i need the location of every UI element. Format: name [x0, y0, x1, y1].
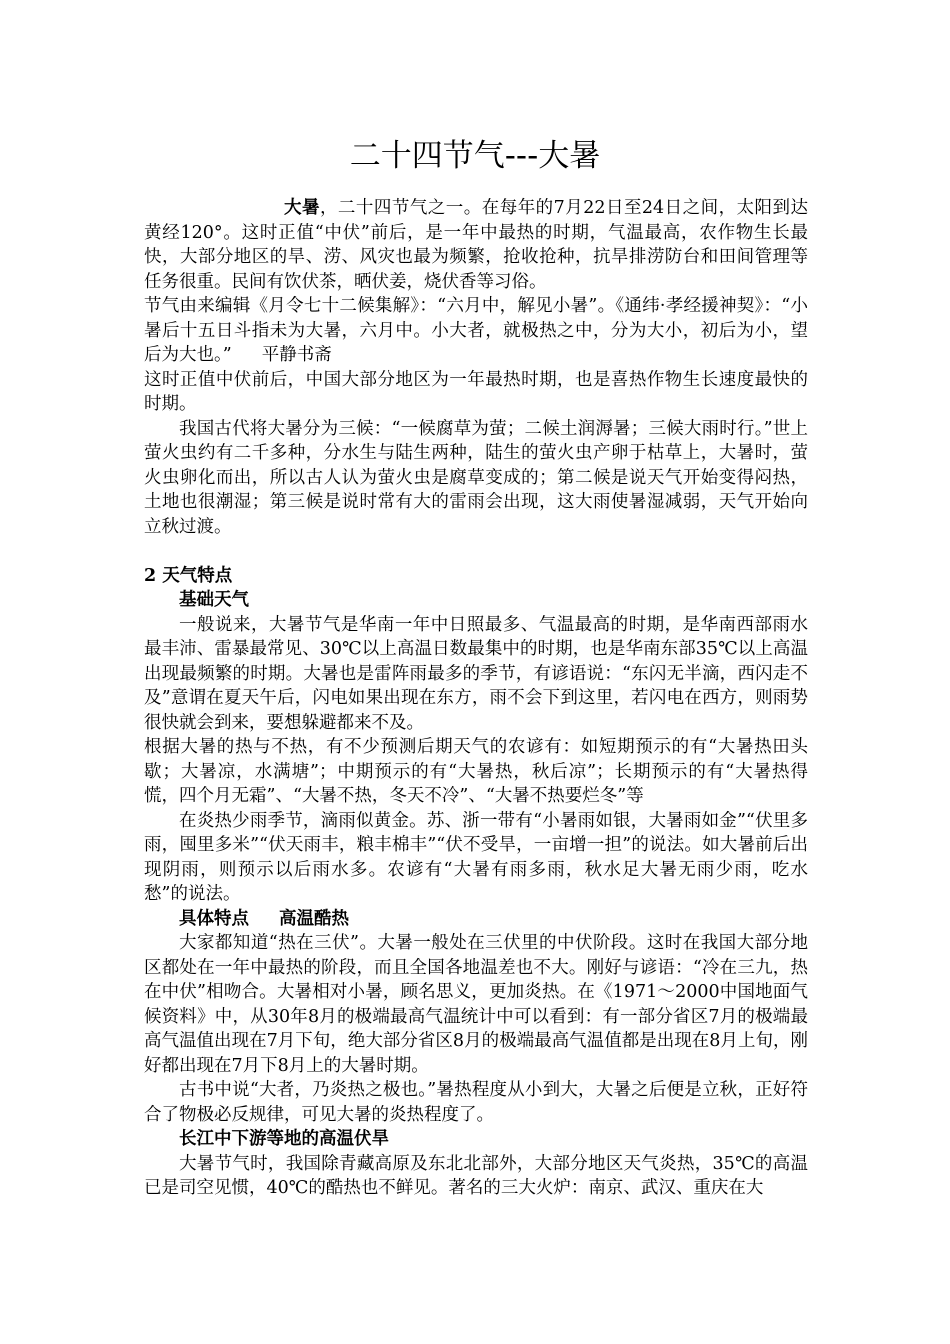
- subheading-specific-b: 高温酷热: [279, 908, 349, 929]
- document-body: [144, 196, 808, 1201]
- middle-paragraph: 这时正值中伏前后，中国大部分地区为一年最热时期，也是喜热作物生长速度最快的时期。: [144, 369, 808, 414]
- subheading-basic-weather: 基础天气: [179, 590, 249, 610]
- origin-source: 平静书斋: [261, 345, 332, 365]
- intro-term: 大暑: [284, 198, 320, 218]
- basic-paragraph-2: 根据大暑的热与不热，有不少预测后期天气的农谚有：如短期预示的有“大暑热田头歇；大暑凉，水满塘”；中期预示的有“大暑热，秋后凉”；长期预示的有“大暑热得慌，四个月无霜”、“大暑不热，冬天不冷”、“大暑不热要烂冬”等: [144, 737, 808, 806]
- origin-paragraph: [144, 294, 808, 368]
- basic-paragraph-1: 一般说来，大暑节气是华南一年中日照最多、气温最高的时期，是华南西部雨水最丰沛、雷暴最常见、30℃以上高温日数最集中的时期，也是华南东部35℃以上高温出现最频繁的时期。大暑也是雷阵雨最多的季节，有谚语说：“东闪无半滴，西闪走不及”意谓在夏天午后，闪电如果出现在东方，雨不会下到这里，若闪电在西方，则雨势很快就会到来，要想躲避都来不及。: [144, 614, 808, 733]
- basic-paragraph-3: 在炎热少雨季节，滴雨似黄金。苏、浙一带有“小暑雨如银，大暑雨如金”“伏里多雨，囤里多米”“伏天雨丰，粮丰棉丰”“伏不受旱，一亩增一担”的说法。如大暑前后出现阴雨，则预示以后雨水多。农谚有“大暑有雨多雨，秋水足大暑无雨少雨，吃水愁”的说法。: [144, 810, 808, 904]
- specific-paragraph-2: 古书中说“大者，乃炎热之极也。”暑热程度从小到大，大暑之后便是立秋，正好符合了物极必反规律，可见大暑的炎热程度了。: [144, 1080, 808, 1125]
- three-phases-paragraph: 我国古代将大暑分为三候：“一候腐草为萤；二候土润溽暑；三候大雨时行。”世上萤火虫约有二千多种，分水生与陆生两种，陆生的萤火虫产卵于枯草上，大暑时，萤火虫卵化而出，所以古人认为萤火虫是腐草变成的；第二候是说天气开始变得闷热，土地也很潮湿；第三候是说时常有大的雷雨会出现，这大雨使暑湿减弱，天气开始向立秋过渡。: [144, 418, 808, 537]
- yangtze-paragraph-1: 大暑节气时，我国除青藏高原及东北北部外，大部分地区天气炎热，35℃的高温已是司空见惯，40℃的酷热也不鲜见。著名的三大火炉：南京、武汉、重庆在大: [144, 1153, 808, 1198]
- subheading-yangtze: 长江中下游等地的高温伏旱: [179, 1129, 389, 1149]
- intro-paragraph: [144, 196, 808, 294]
- page-title: 二十四节气---大暑: [349, 138, 601, 174]
- specific-paragraph-1: 大家都知道“热在三伏”。大暑一般处在三伏里的中伏阶段。这时在我国大部分地区都处在一年中最热的阶段，而且全国各地温差也不大。刚好与谚语：“冷在三九，热在中伏”相吻合。大暑相对小暑，顾名思义，更加炎热。在《1971～2000中国地面气候资料》中，从30年8月的极端最高气温统计中可以看到：有一部分省区7月的极端最高气温值出现在7月下旬，绝大部分省区8月的极端最高气温值都是出现在8月上旬，刚好都出现在7月下8月上的大暑时期。: [144, 933, 808, 1076]
- subheading-specific-a: 具体特点: [179, 908, 249, 929]
- intro-text: ，二十四节气之一。在每年的7月22日至24日之间，太阳到达黄经120°。这时正值“中伏”前后，是一年中最热的时期，气温最高，农作物生长最快，大部分地区的旱、涝、风灾也最为频繁，抢收抢种，抗旱排涝防台和田间管理等任务很重。民间有饮伏茶，晒伏姜，烧伏香等习俗。: [144, 198, 808, 292]
- subheading-specific: [144, 907, 808, 932]
- section-heading-weather: 2 天气特点: [144, 565, 233, 586]
- origin-text: 节气由来编辑《月令七十二候集解》：“六月中，解见小暑”。《通纬·孝经援神契》：“小暑后十五日斗指未为大暑，六月中。小大者，就极热之中，分为大小，初后为小，望后为大也。”: [144, 296, 808, 365]
